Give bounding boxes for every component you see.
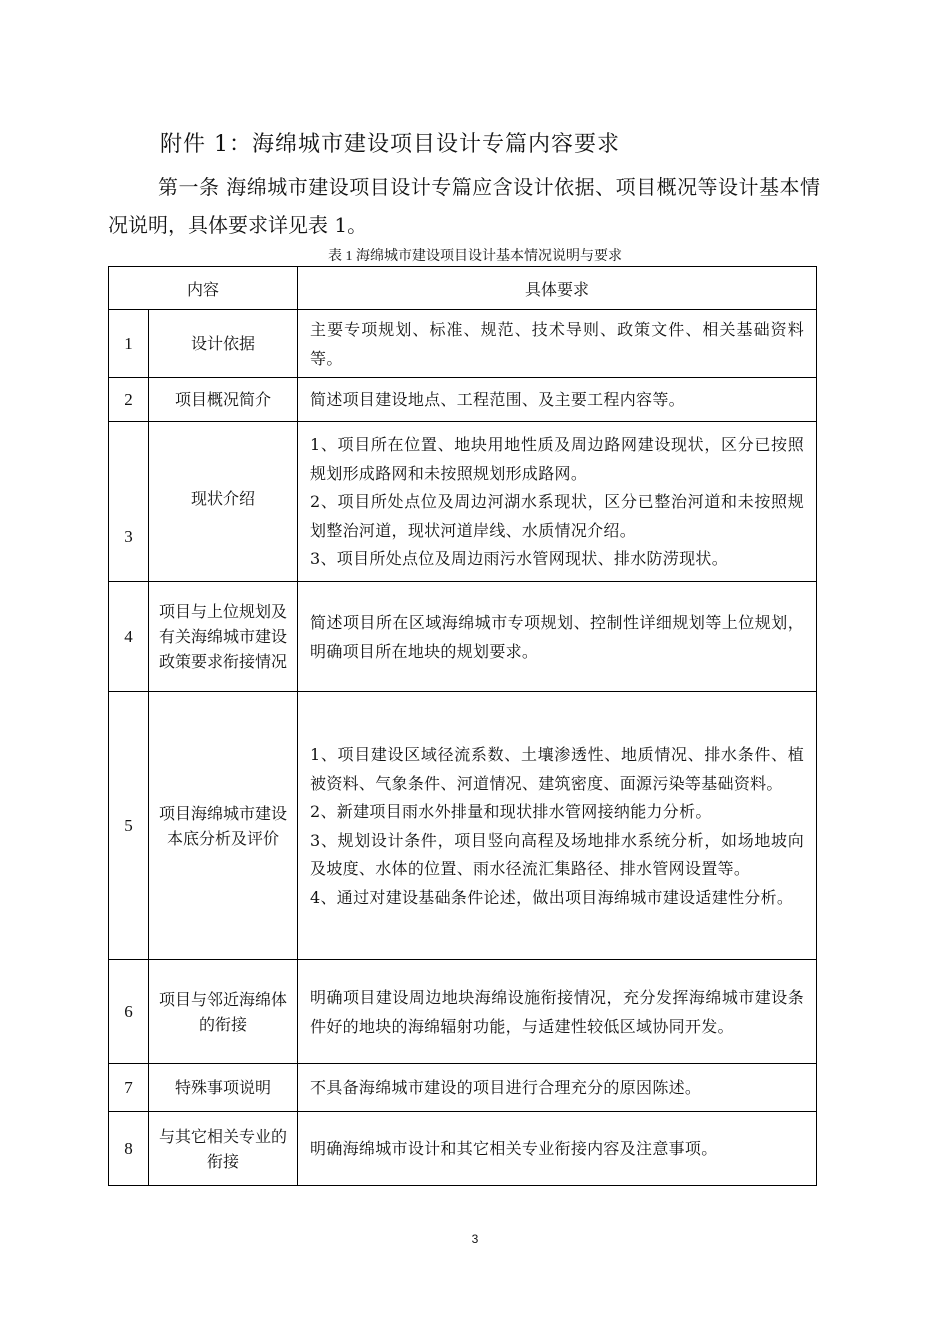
requirement-line: 不具备海绵城市建设的项目进行合理充分的原因陈述。 [310, 1078, 702, 1098]
table-row [109, 422, 817, 582]
row-item: 项目与邻近海绵体的衔接 [149, 960, 298, 1064]
table-row [109, 378, 817, 422]
row-number: 6 [109, 960, 149, 1064]
table-header-row [109, 267, 817, 310]
row-item: 现状介绍 [149, 422, 298, 582]
row-number: 3 [109, 422, 149, 582]
requirement-line: 2、项目所处点位及周边河湖水系现状，区分已整治河道和未按照规划整治河道，现状河道岸线、水质情况介绍。 [310, 492, 805, 540]
row-number: 1 [109, 310, 149, 378]
table-row [109, 1064, 817, 1112]
annex-heading: 附件 1：海绵城市建设项目设计专篇内容要求 [160, 132, 620, 157]
row-requirement [298, 692, 817, 960]
row-item: 设计依据 [149, 310, 298, 378]
header-content: 内容 [109, 267, 298, 310]
requirement-line: 2、新建项目雨水外排量和现状排水管网接纳能力分析。 [310, 802, 712, 821]
table-row [109, 960, 817, 1064]
requirement-line: 3、规划设计条件，项目竖向高程及场地排水系统分析，如场地坡向及坡度、水体的位置、雨水径流汇集路径、排水管网设置等。 [310, 830, 805, 878]
requirement-line: 简述项目建设地点、工程范围、及主要工程内容等。 [310, 390, 685, 410]
row-number: 5 [109, 692, 149, 960]
requirement-line: 明确项目建设周边地块海绵设施衔接情况，充分发挥海绵城市建设条件好的地块的海绵辐射功能，与适建性较低区域协同开发。 [310, 988, 805, 1036]
row-item: 特殊事项说明 [149, 1064, 298, 1112]
requirement-line: 明确海绵城市设计和其它相关专业衔接内容及注意事项。 [310, 1139, 718, 1159]
row-number: 7 [109, 1064, 149, 1112]
page-number: 3 [471, 1232, 479, 1246]
row-requirement [298, 1112, 817, 1186]
requirement-line: 简述项目所在区域海绵城市专项规划、控制性详细规划等上位规划，明确项目所在地块的规划要求。 [310, 613, 805, 661]
requirement-line: 1、项目建设区域径流系数、土壤渗透性、地质情况、排水条件、植被资料、气象条件、河道情况、建筑密度、面源污染等基础资料。 [310, 745, 805, 793]
row-number: 2 [109, 378, 149, 422]
row-number: 8 [109, 1112, 149, 1186]
requirement-line: 主要专项规划、标准、规范、技术导则、政策文件、相关基础资料等。 [310, 320, 805, 368]
row-item: 项目概况简介 [149, 378, 298, 422]
header-requirement: 具体要求 [298, 267, 817, 310]
row-item: 项目与上位规划及有关海绵城市建设政策要求衔接情况 [149, 582, 298, 692]
requirement-line: 4、通过对建设基础条件论述，做出项目海绵城市建设适建性分析。 [310, 887, 794, 907]
row-item: 项目海绵城市建设本底分析及评价 [149, 692, 298, 960]
requirements-table [108, 266, 817, 1186]
row-requirement [298, 1064, 817, 1112]
row-requirement [298, 378, 817, 422]
row-requirement [298, 422, 817, 582]
table-row [109, 692, 817, 960]
table-row [109, 582, 817, 692]
row-requirement [298, 582, 817, 692]
row-requirement [298, 310, 817, 378]
row-requirement [298, 960, 817, 1064]
table-row [109, 310, 817, 378]
requirement-line: 1、项目所在位置、地块用地性质及周边路网建设现状，区分已按照规划形成路网和未按照规划形成路网。 [310, 435, 805, 483]
requirement-line: 3、项目所处点位及周边雨污水管网现状、排水防涝现状。 [310, 549, 728, 569]
table-row [109, 1112, 817, 1186]
row-number: 4 [109, 582, 149, 692]
row-item: 与其它相关专业的衔接 [149, 1112, 298, 1186]
table-title: 表 1 海绵城市建设项目设计基本情况说明与要求 [328, 249, 622, 264]
article-paragraph: 第一条 海绵城市建设项目设计专篇应含设计依据、项目概况等设计基本情况说明，具体要求详见表 1。 [108, 175, 820, 237]
